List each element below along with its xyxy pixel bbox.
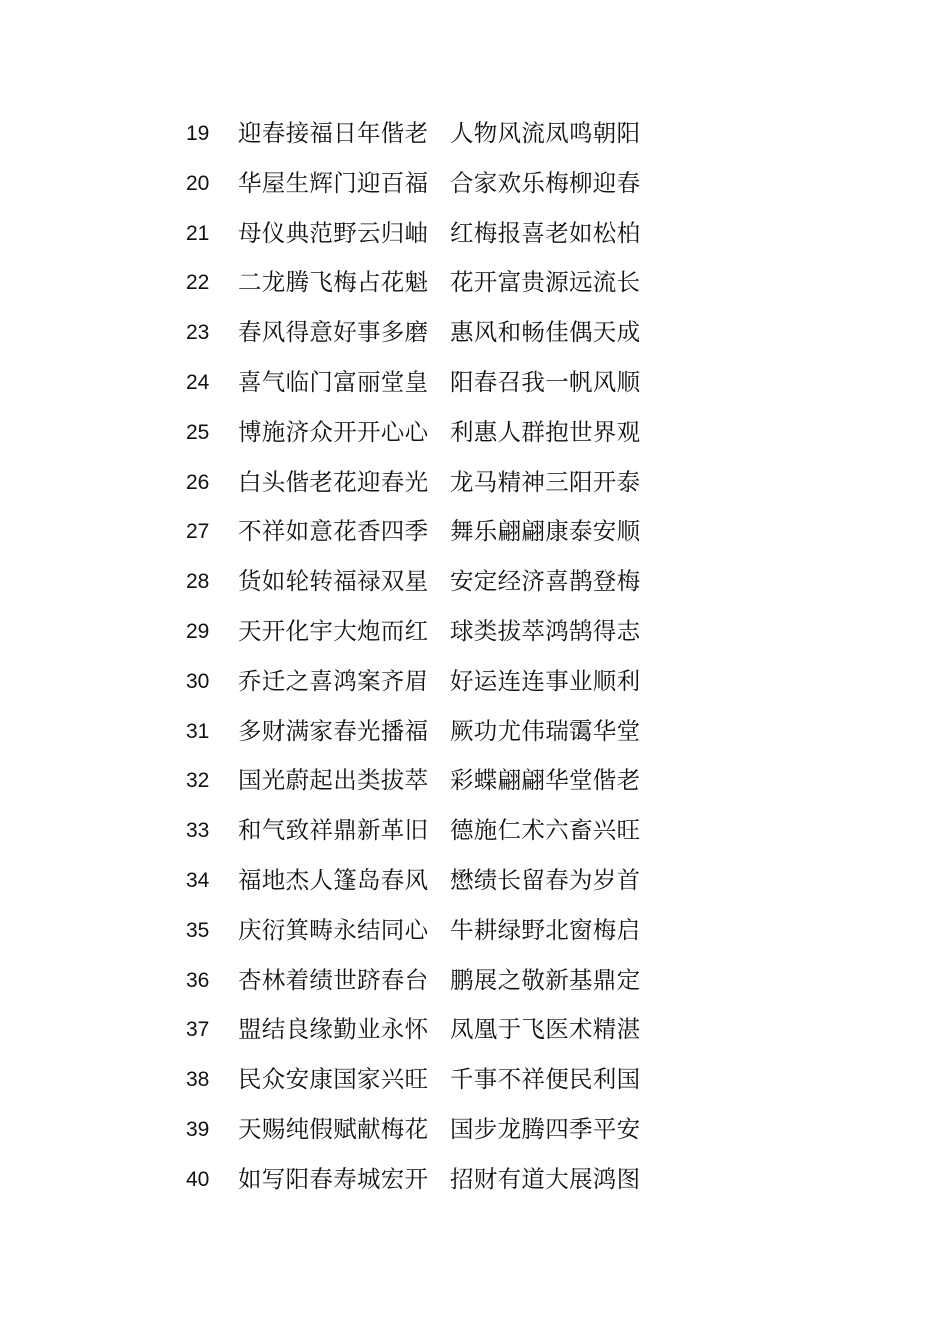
item-number: 40 bbox=[186, 1167, 210, 1191]
item-number: 33 bbox=[186, 819, 210, 843]
item-number: 37 bbox=[186, 1018, 210, 1042]
item-left-phrase: 白头偕老花迎春光 bbox=[238, 467, 429, 496]
list-item bbox=[186, 957, 666, 1007]
item-left-phrase: 盟结良缘勤业永怀 bbox=[238, 1015, 429, 1044]
item-right-phrase: 鹏展之敬新基鼎定 bbox=[450, 965, 641, 994]
list-item bbox=[186, 1156, 666, 1206]
item-right-phrase: 好运连连事业顺利 bbox=[450, 666, 641, 695]
list-item bbox=[186, 757, 666, 807]
item-number: 31 bbox=[186, 719, 210, 743]
couplet-list bbox=[186, 110, 666, 1206]
item-right-phrase: 阳春召我一帆风顺 bbox=[450, 367, 641, 396]
item-left-phrase: 迎春接福日年偕老 bbox=[238, 119, 429, 147]
item-left-phrase: 母仪典范野云归岫 bbox=[238, 218, 429, 247]
item-right-phrase: 利惠人群抱世界观 bbox=[450, 417, 641, 446]
item-number: 19 bbox=[186, 122, 210, 145]
item-number: 30 bbox=[186, 669, 210, 693]
item-left-phrase: 春风得意好事多磨 bbox=[238, 318, 429, 347]
list-item bbox=[186, 409, 666, 459]
item-left-phrase: 乔迁之喜鸿案齐眉 bbox=[238, 666, 429, 695]
item-right-phrase: 合家欢乐梅柳迎春 bbox=[450, 168, 641, 197]
list-item bbox=[186, 608, 666, 658]
list-item bbox=[186, 259, 666, 309]
list-item bbox=[186, 110, 666, 160]
item-number: 24 bbox=[186, 370, 210, 394]
list-item bbox=[186, 1006, 666, 1056]
item-number: 20 bbox=[186, 171, 210, 195]
item-right-phrase: 龙马精神三阳开泰 bbox=[450, 467, 641, 496]
item-number: 21 bbox=[186, 221, 210, 245]
item-right-phrase: 舞乐翩翩康泰安顺 bbox=[450, 517, 641, 546]
item-left-phrase: 多财满家春光播福 bbox=[238, 716, 429, 745]
list-item bbox=[186, 508, 666, 558]
list-item bbox=[186, 708, 666, 758]
list-item bbox=[186, 807, 666, 857]
item-number: 28 bbox=[186, 570, 210, 594]
item-left-phrase: 民众安康国家兴旺 bbox=[238, 1065, 429, 1094]
item-number: 27 bbox=[186, 520, 210, 544]
item-number: 25 bbox=[186, 420, 210, 444]
item-left-phrase: 杏林着绩世跻春台 bbox=[238, 965, 429, 994]
item-number: 39 bbox=[186, 1117, 210, 1141]
item-left-phrase: 博施济众开开心心 bbox=[238, 417, 429, 446]
item-left-phrase: 二龙腾飞梅占花魁 bbox=[238, 268, 429, 297]
list-item bbox=[186, 210, 666, 260]
list-item bbox=[186, 1106, 666, 1156]
item-right-phrase: 国步龙腾四季平安 bbox=[450, 1114, 641, 1143]
item-left-phrase: 天赐纯假赋献梅花 bbox=[238, 1114, 429, 1143]
item-right-phrase: 红梅报喜老如松柏 bbox=[450, 218, 641, 247]
item-right-phrase: 人物风流凤鸣朝阳 bbox=[450, 119, 641, 147]
list-item bbox=[186, 359, 666, 409]
item-left-phrase: 和气致祥鼎新革旧 bbox=[238, 816, 429, 845]
item-number: 32 bbox=[186, 769, 210, 793]
item-left-phrase: 如写阳春寿城宏开 bbox=[238, 1164, 429, 1193]
item-number: 38 bbox=[186, 1068, 210, 1092]
item-left-phrase: 货如轮转福禄双星 bbox=[238, 567, 429, 596]
item-left-phrase: 天开化宇大炮而红 bbox=[238, 616, 429, 645]
list-item bbox=[186, 309, 666, 359]
list-item bbox=[186, 459, 666, 509]
item-right-phrase: 德施仁术六畜兴旺 bbox=[450, 816, 641, 845]
list-item bbox=[186, 558, 666, 608]
item-left-phrase: 不祥如意花香四季 bbox=[238, 517, 429, 546]
item-number: 26 bbox=[186, 470, 210, 494]
item-right-phrase: 厥功尤伟瑞霭华堂 bbox=[450, 716, 641, 745]
item-number: 29 bbox=[186, 619, 210, 643]
list-item bbox=[186, 857, 666, 907]
item-left-phrase: 华屋生辉门迎百福 bbox=[238, 168, 429, 197]
item-number: 35 bbox=[186, 918, 210, 942]
item-number: 22 bbox=[186, 271, 210, 295]
item-left-phrase: 国光蔚起出类拔萃 bbox=[238, 766, 429, 795]
item-right-phrase: 招财有道大展鸿图 bbox=[450, 1164, 641, 1193]
item-number: 36 bbox=[186, 968, 210, 992]
item-right-phrase: 懋绩长留春为岁首 bbox=[450, 865, 641, 894]
item-right-phrase: 花开富贵源远流长 bbox=[450, 268, 641, 297]
list-item bbox=[186, 160, 666, 210]
item-number: 23 bbox=[186, 321, 210, 345]
list-item bbox=[186, 907, 666, 957]
item-right-phrase: 凤凰于飞医术精湛 bbox=[450, 1015, 641, 1044]
item-right-phrase: 惠风和畅佳偶天成 bbox=[450, 318, 641, 347]
item-left-phrase: 福地杰人篷岛春风 bbox=[238, 865, 429, 894]
item-right-phrase: 牛耕绿野北窗梅启 bbox=[450, 915, 641, 944]
item-left-phrase: 庆衍箕畴永结同心 bbox=[238, 915, 429, 944]
item-right-phrase: 球类拔萃鸿鹄得志 bbox=[450, 616, 641, 645]
item-right-phrase: 千事不祥便民利国 bbox=[450, 1065, 641, 1094]
item-number: 34 bbox=[186, 868, 210, 892]
item-right-phrase: 彩蝶翩翩华堂偕老 bbox=[450, 766, 641, 795]
item-left-phrase: 喜气临门富丽堂皇 bbox=[238, 367, 429, 396]
list-item bbox=[186, 1056, 666, 1106]
item-right-phrase: 安定经济喜鹊登梅 bbox=[450, 567, 641, 596]
list-item bbox=[186, 658, 666, 708]
